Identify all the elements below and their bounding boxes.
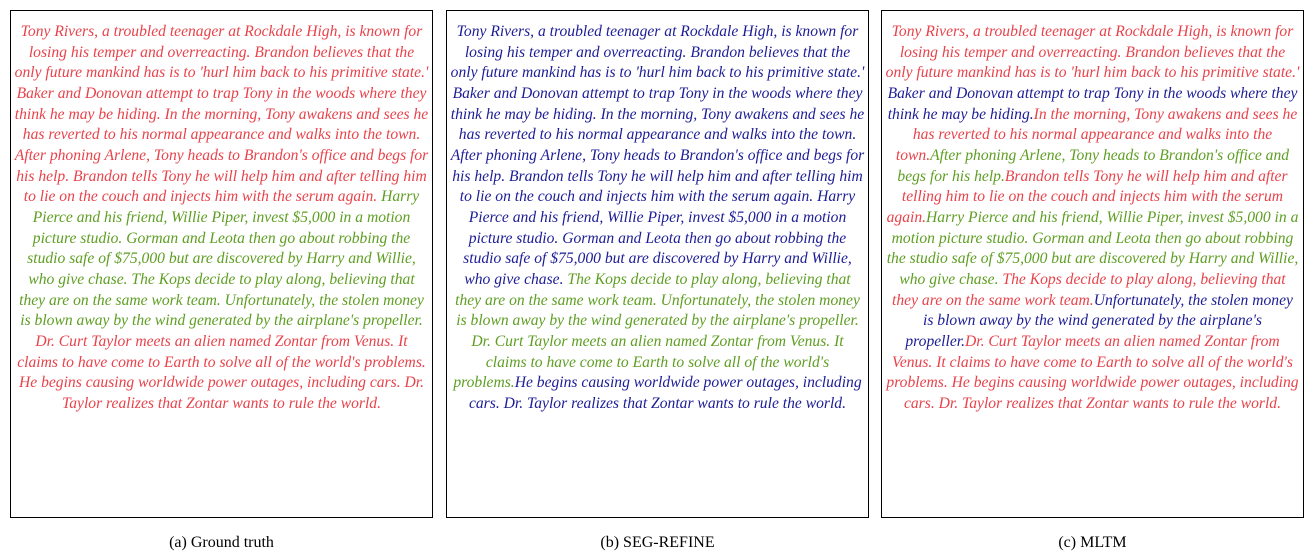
caption-mltm: (c) MLTM (1058, 534, 1127, 551)
text-segment: Tony Rivers, a troubled teenager at Rockdale High, is known for losing his temper and overreacting. Brandon believes that the only future mankind has is to 'hurl him back to his primitive state.' Baker and Donovan attempt to trap Tony in the woods where they think he may be hiding. In the morning, Tony awakens and sees he has reverted to his normal appearance and walks into the town. After phoning Arlene, Tony heads to Brandon's office and begs for his help. Brandon tells Tony he will help him and after telling him to lie on the couch and injects him with the serum again. Harry Pierce and his friend, Willie Piper, invest $5,000 in a motion picture studio. Gorman and Leota then go about robbing the studio safe of $75,000 but are discovered by Harry and Willie, who give chase. (450, 23, 865, 288)
text-segment: Dr. Curt Taylor meets an alien named Zontar from Venus. It claims to have come to Earth to solve all of the world's problems. He begins causing worldwide power outages, including cars. Dr. Taylor realizes that Zontar wants to rule the world. (886, 332, 1299, 412)
caption-seg-refine: (b) SEG-REFINE (600, 534, 715, 551)
text-segment: After phoning Arlene, Tony heads to Brandon's office and begs for his help. (897, 146, 1290, 185)
text-segment: Tony Rivers, a troubled teenager at Rockdale High, is known for losing his temper and overreacting. Brandon believes that the only future mankind has is to 'hurl him back to his primitive state.' (885, 23, 1300, 82)
seg-refine-text (450, 22, 865, 414)
ground-truth-text (14, 22, 429, 414)
text-segment: Harry Pierce and his friend, Willie Piper, invest $5,000 in a motion picture studio. Gorman and Leota then go about robbing the studio safe of $75,000 but are discovered by Harry and Willie, who give chase. The Kops decide to play along, believing that they are on the same work team. Unfortunately, the stolen money is blown away by the wind generated by the airplane's propeller. (19, 188, 424, 330)
mltm-text (885, 22, 1300, 414)
text-segment: Harry Pierce and his friend, Willie Piper, invest $5,000 in a motion picture studio. Gorman and Leota then go about robbing the studio safe of $75,000 but are discovered by Harry and Willie, who give chase. (886, 208, 1299, 288)
text-segment: Brandon tells Tony he will help him and after telling him to lie on the couch and injects him with the serum again. (886, 167, 1288, 226)
seg-refine-panel (446, 10, 869, 518)
ground-truth-panel (10, 10, 433, 518)
text-segment: The Kops decide to play along, believing that they are on the same work team. Unfortunately, the stolen money is blown away by the wind generated by the airplane's propeller. Dr. Curt Taylor meets an alien named Zontar from Venus. It claims to have come to Earth to solve all of the world's problems. (453, 270, 860, 392)
text-segment: Unfortunately, the stolen money is blown away by the wind generated by the airplane's propeller. (905, 291, 1293, 350)
text-segment: The Kops decide to play along, believing that they are on the same work team. (892, 270, 1286, 309)
caption-ground-truth: (a) Ground truth (169, 534, 274, 551)
text-segment: He begins causing worldwide power outages, including cars. Dr. Taylor realizes that Zontar wants to rule the world. (468, 374, 862, 412)
text-segment: Baker and Donovan attempt to trap Tony in the woods where they think he may be hiding. (887, 84, 1298, 123)
text-segment: Dr. Curt Taylor meets an alien named Zontar from Venus. It claims to have come to Earth to solve all of the world's problems. He begins causing worldwide power outages, including cars. Dr. Taylor realizes that Zontar wants to rule the world. (17, 332, 426, 412)
mltm-panel (881, 10, 1304, 518)
text-segment: Tony Rivers, a troubled teenager at Rockdale High, is known for losing his temper and overreacting. Brandon believes that the only future mankind has is to 'hurl him back to his primitive state.' Baker and Donovan attempt to trap Tony in the woods where they think he may be hiding. In the morning, Tony awakens and sees he has reverted to his normal appearance and walks into the town. After phoning Arlene, Tony heads to Brandon's office and begs for his help. Brandon tells Tony he will help him and after telling him to lie on the couch and injects him with the serum again. (14, 23, 429, 206)
text-segment: In the morning, Tony awakens and sees he has reverted to his normal appearance and walks into the town. (895, 105, 1298, 164)
